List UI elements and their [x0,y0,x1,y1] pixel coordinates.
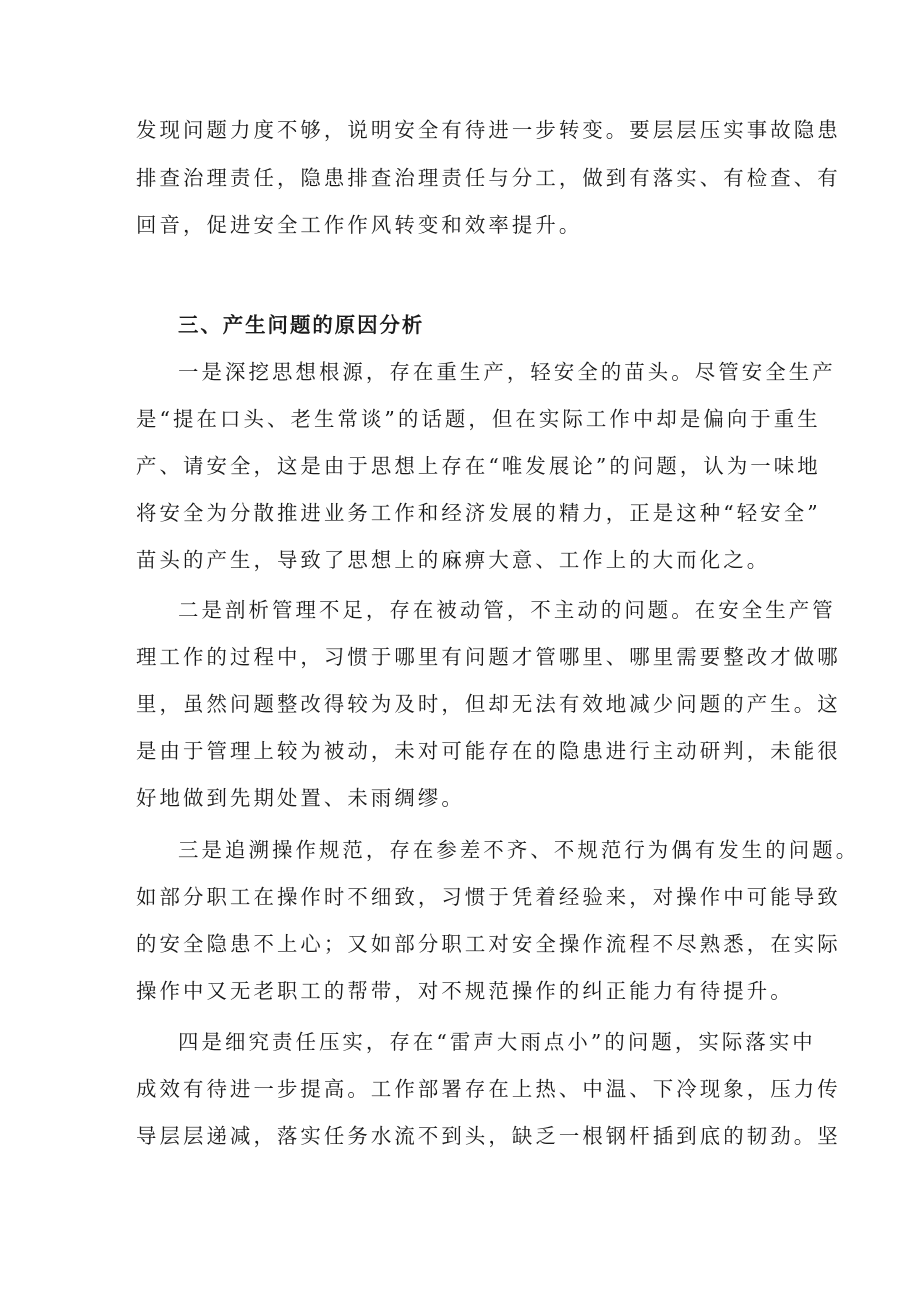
text-line: 成效有待进一步提高。工作部署存在上热、中温、下冷现象，压力传 [136,1077,841,1101]
text-line: 发现问题力度不够，说明安全有待进一步转变。要层层压实事故隐患 [136,118,841,142]
text-line: 如部分职工在操作时不细致，习惯于凭着经验来，对操作中可能导致 [136,885,841,909]
text-line: 导层层递减，落实任务水流不到头，缺乏一根钢杆插到底的韧劲。坚 [136,1124,841,1148]
text-line: 四是细究责任压实，存在“雷声大雨点小”的问题，实际落实中 [178,1030,816,1054]
text-line: 好地做到先期处置、未雨绸缪。 [136,786,465,810]
text-line: 理工作的过程中，习惯于哪里有问题才管哪里、哪里需要整改才做哪 [136,645,841,669]
text-line: 里，虽然问题整改得较为及时，但却无法有效地减少问题的产生。这 [136,692,841,716]
text-line: 操作中又无老职工的帮带，对不规范操作的纠正能力有待提升。 [136,979,794,1003]
text-line: 三是追溯操作规范，存在参差不齐、不规范行为偶有发生的问题。 [178,838,860,862]
text-line: 排查治理责任，隐患排查治理责任与分工，做到有落实、有检查、有 [136,166,841,190]
text-line: 二是剖析管理不足，存在被动管，不主动的问题。在安全生产管 [178,598,836,622]
text-line: 是由于管理上较为被动，未对可能存在的隐患进行主动研判，未能很 [136,739,841,763]
text-line: 是“提在口头、老生常谈”的话题，但在实际工作中却是偏向于重生 [136,407,821,431]
text-line: 产、请安全，这是由于思想上存在“唯发展论”的问题，认为一味地 [136,454,821,478]
text-line: 的安全隐患不上心；又如部分职工对安全操作流程不尽熟悉，在实际 [136,932,841,956]
text-line: 将安全为分散推进业务工作和经济发展的精力，正是这种“轻安全” [136,501,821,525]
section-heading: 三、产生问题的原因分析 [178,313,425,337]
text-line: 一是深挖思想根源，存在重生产，轻安全的苗头。尽管安全生产 [178,360,836,384]
text-line: 回音，促进安全工作作风转变和效率提升。 [136,213,583,237]
text-line: 苗头的产生，导致了思想上的麻痹大意、工作上的大而化之。 [136,548,771,572]
